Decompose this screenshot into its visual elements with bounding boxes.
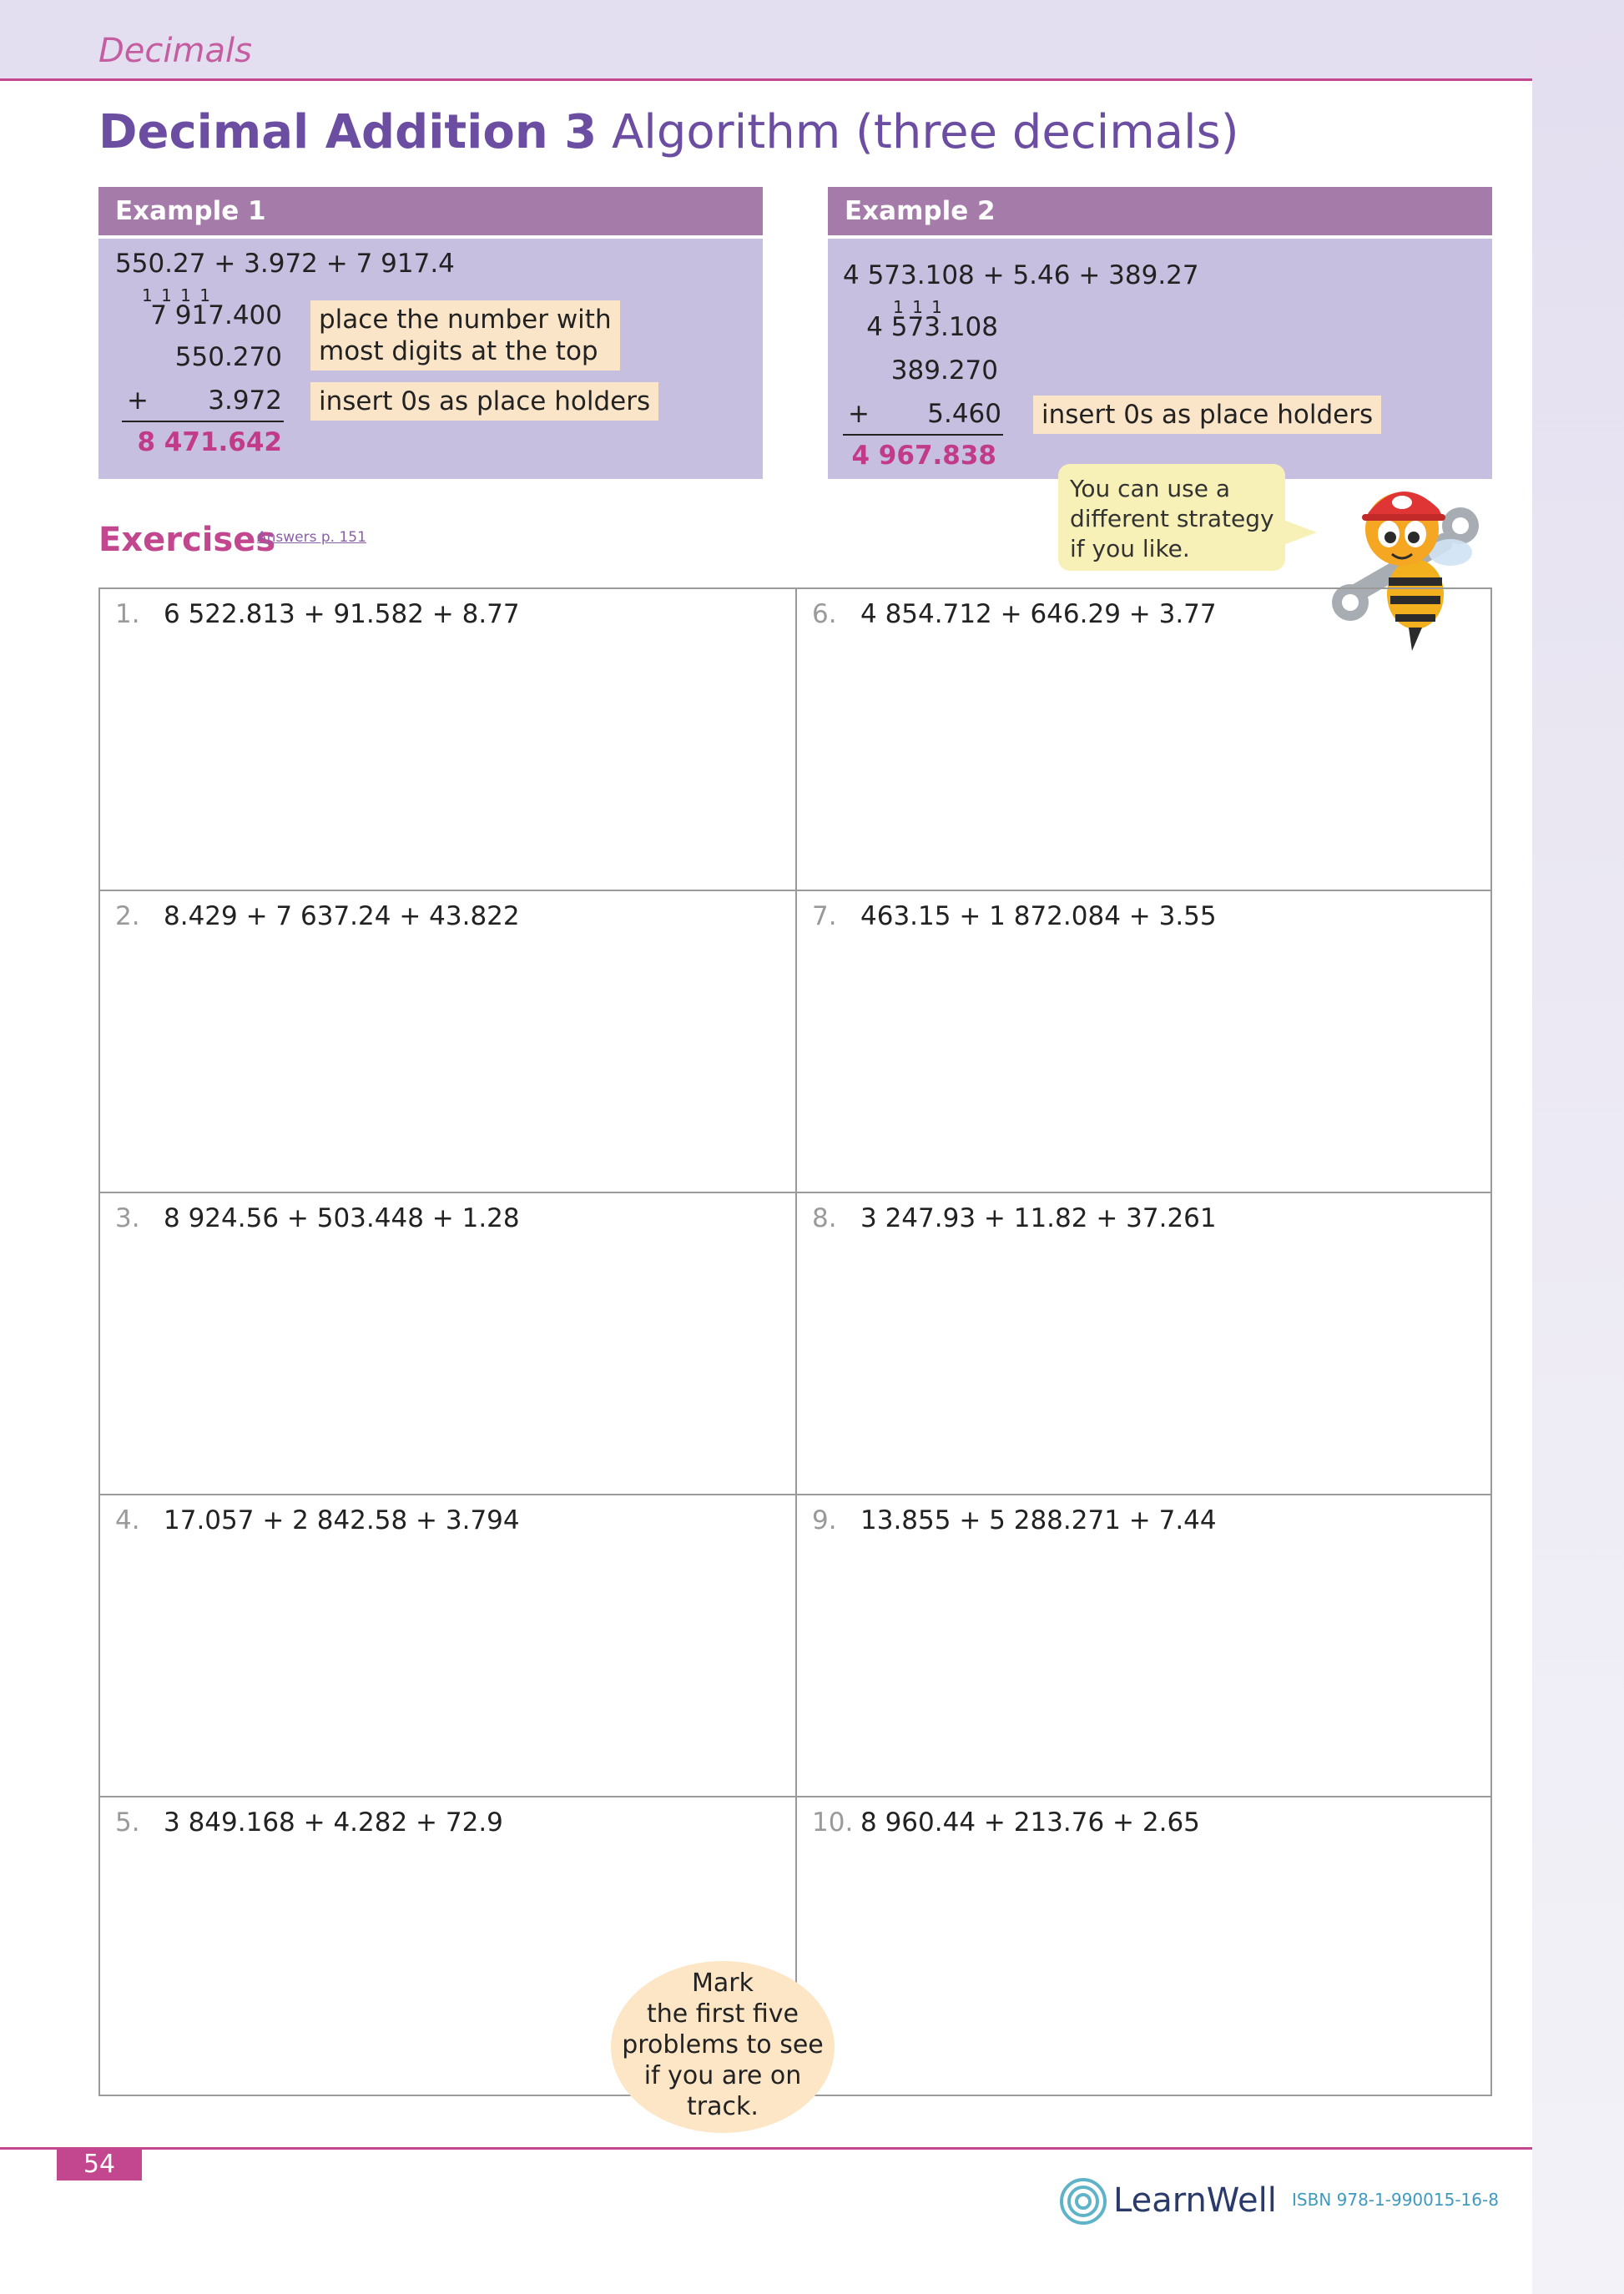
example-2-carries: 1 1 1 <box>893 297 944 317</box>
example-1-plus-sign: + <box>127 386 149 416</box>
tip-line-2: different strategy <box>1070 505 1274 532</box>
exercise-number: 1. <box>115 599 140 629</box>
exercise-cell-2[interactable] <box>100 891 795 1192</box>
exercise-number: 3. <box>115 1203 140 1233</box>
example-2-sum-line <box>843 434 1003 436</box>
exercise-expression: 8 924.56 + 503.448 + 1.28 <box>164 1203 520 1233</box>
exercise-expression: 3 247.93 + 11.82 + 37.261 <box>860 1203 1217 1233</box>
header-rule <box>0 78 1532 81</box>
example-2-note-placeholders: insert 0s as place holders <box>1033 396 1381 434</box>
exercise-expression: 4 854.712 + 646.29 + 3.77 <box>860 599 1217 629</box>
exercise-cell-3[interactable] <box>100 1193 795 1494</box>
exercise-expression: 17.057 + 2 842.58 + 3.794 <box>164 1505 520 1535</box>
answers-reference-link[interactable]: Answers p. 151 <box>257 529 366 546</box>
exercise-cell-4[interactable] <box>100 1495 795 1796</box>
example-2-row2: 389.270 <box>890 355 998 386</box>
exercise-number: 10. <box>812 1807 854 1838</box>
exercise-grid <box>98 587 1492 2096</box>
mark-reminder-bubble <box>611 1961 835 2133</box>
example-1-row1: 7 917.400 <box>150 300 282 330</box>
example-1-note-top-digits <box>310 300 620 371</box>
mark-line-1: Mark <box>692 1969 754 1998</box>
exercise-expression: 8.429 + 7 637.24 + 43.822 <box>164 901 520 931</box>
page-title-subtitle: Algorithm (three decimals) <box>611 105 1239 159</box>
side-band <box>1532 0 1624 2294</box>
exercise-number: 6. <box>812 599 837 629</box>
tip-line-1: You can use a <box>1070 475 1230 502</box>
example-1-sum-line <box>122 421 284 422</box>
example-2-row1: 4 573.108 <box>866 312 998 342</box>
tip-line-3: if you like. <box>1070 535 1190 562</box>
exercise-number: 2. <box>115 901 140 931</box>
exercise-number: 4. <box>115 1505 140 1535</box>
example-1-note-placeholders: insert 0s as place holders <box>310 382 658 421</box>
exercise-number: 5. <box>115 1807 140 1838</box>
example-1-panel <box>98 187 763 479</box>
exercise-cell-10[interactable] <box>797 1797 1490 2095</box>
example-1-row2: 550.270 <box>174 342 282 372</box>
section-title: Decimals <box>98 32 252 70</box>
exercise-cell-7[interactable] <box>797 891 1490 1192</box>
mark-line-4: if you are on <box>643 2061 802 2090</box>
page-title-bold: Decimal Addition 3 <box>98 105 598 159</box>
exercise-number: 7. <box>812 901 837 931</box>
example-1-note-line2: most digits at the top <box>319 336 598 366</box>
example-2-panel <box>828 187 1492 479</box>
example-1-problem: 550.27 + 3.972 + 7 917.4 <box>115 249 455 279</box>
exercise-expression: 6 522.813 + 91.582 + 8.77 <box>164 599 520 629</box>
exercise-number: 9. <box>812 1505 837 1535</box>
example-2-label: Example 2 <box>828 187 1492 239</box>
exercise-expression: 463.15 + 1 872.084 + 3.55 <box>860 901 1217 931</box>
exercise-cell-9[interactable] <box>797 1495 1490 1796</box>
example-1-carries: 1 1 1 1 <box>142 285 212 305</box>
mark-line-3: problems to see <box>622 2030 824 2060</box>
example-2-plus-sign: + <box>848 399 870 429</box>
mark-line-5: track. <box>687 2092 759 2121</box>
exercise-expression: 13.855 + 5 288.271 + 7.44 <box>860 1505 1217 1535</box>
example-1-row3: 3.972 <box>208 386 282 416</box>
mark-line-2: the first five <box>646 1999 799 2029</box>
example-2-problem: 4 573.108 + 5.46 + 389.27 <box>843 260 1199 290</box>
page-number: 54 <box>57 2149 142 2181</box>
isbn-number: ISBN 978-1-990015-16-8 <box>1292 2190 1499 2210</box>
footer-rule <box>0 2147 1532 2150</box>
page-title <box>98 105 1239 159</box>
exercise-cell-8[interactable] <box>797 1193 1490 1494</box>
exercise-expression: 8 960.44 + 213.76 + 2.65 <box>860 1807 1200 1838</box>
learnwell-logo-icon <box>1058 2176 1108 2226</box>
example-1-answer: 8 471.642 <box>137 427 282 457</box>
exercise-expression: 3 849.168 + 4.282 + 72.9 <box>164 1807 503 1838</box>
brand-name: LearnWell <box>1113 2181 1277 2220</box>
example-1-note-line1: place the number with <box>319 305 612 335</box>
tip-speech-bubble <box>1058 464 1285 571</box>
example-1-label: Example 1 <box>98 187 763 239</box>
exercise-cell-1[interactable] <box>100 589 795 890</box>
exercises-heading: Exercises <box>98 521 276 559</box>
example-2-answer: 4 967.838 <box>851 441 996 471</box>
example-2-row3: 5.460 <box>927 399 1001 429</box>
exercise-number: 8. <box>812 1203 837 1233</box>
tip-bubble-tail <box>1277 517 1317 547</box>
exercise-cell-6[interactable] <box>797 589 1490 890</box>
